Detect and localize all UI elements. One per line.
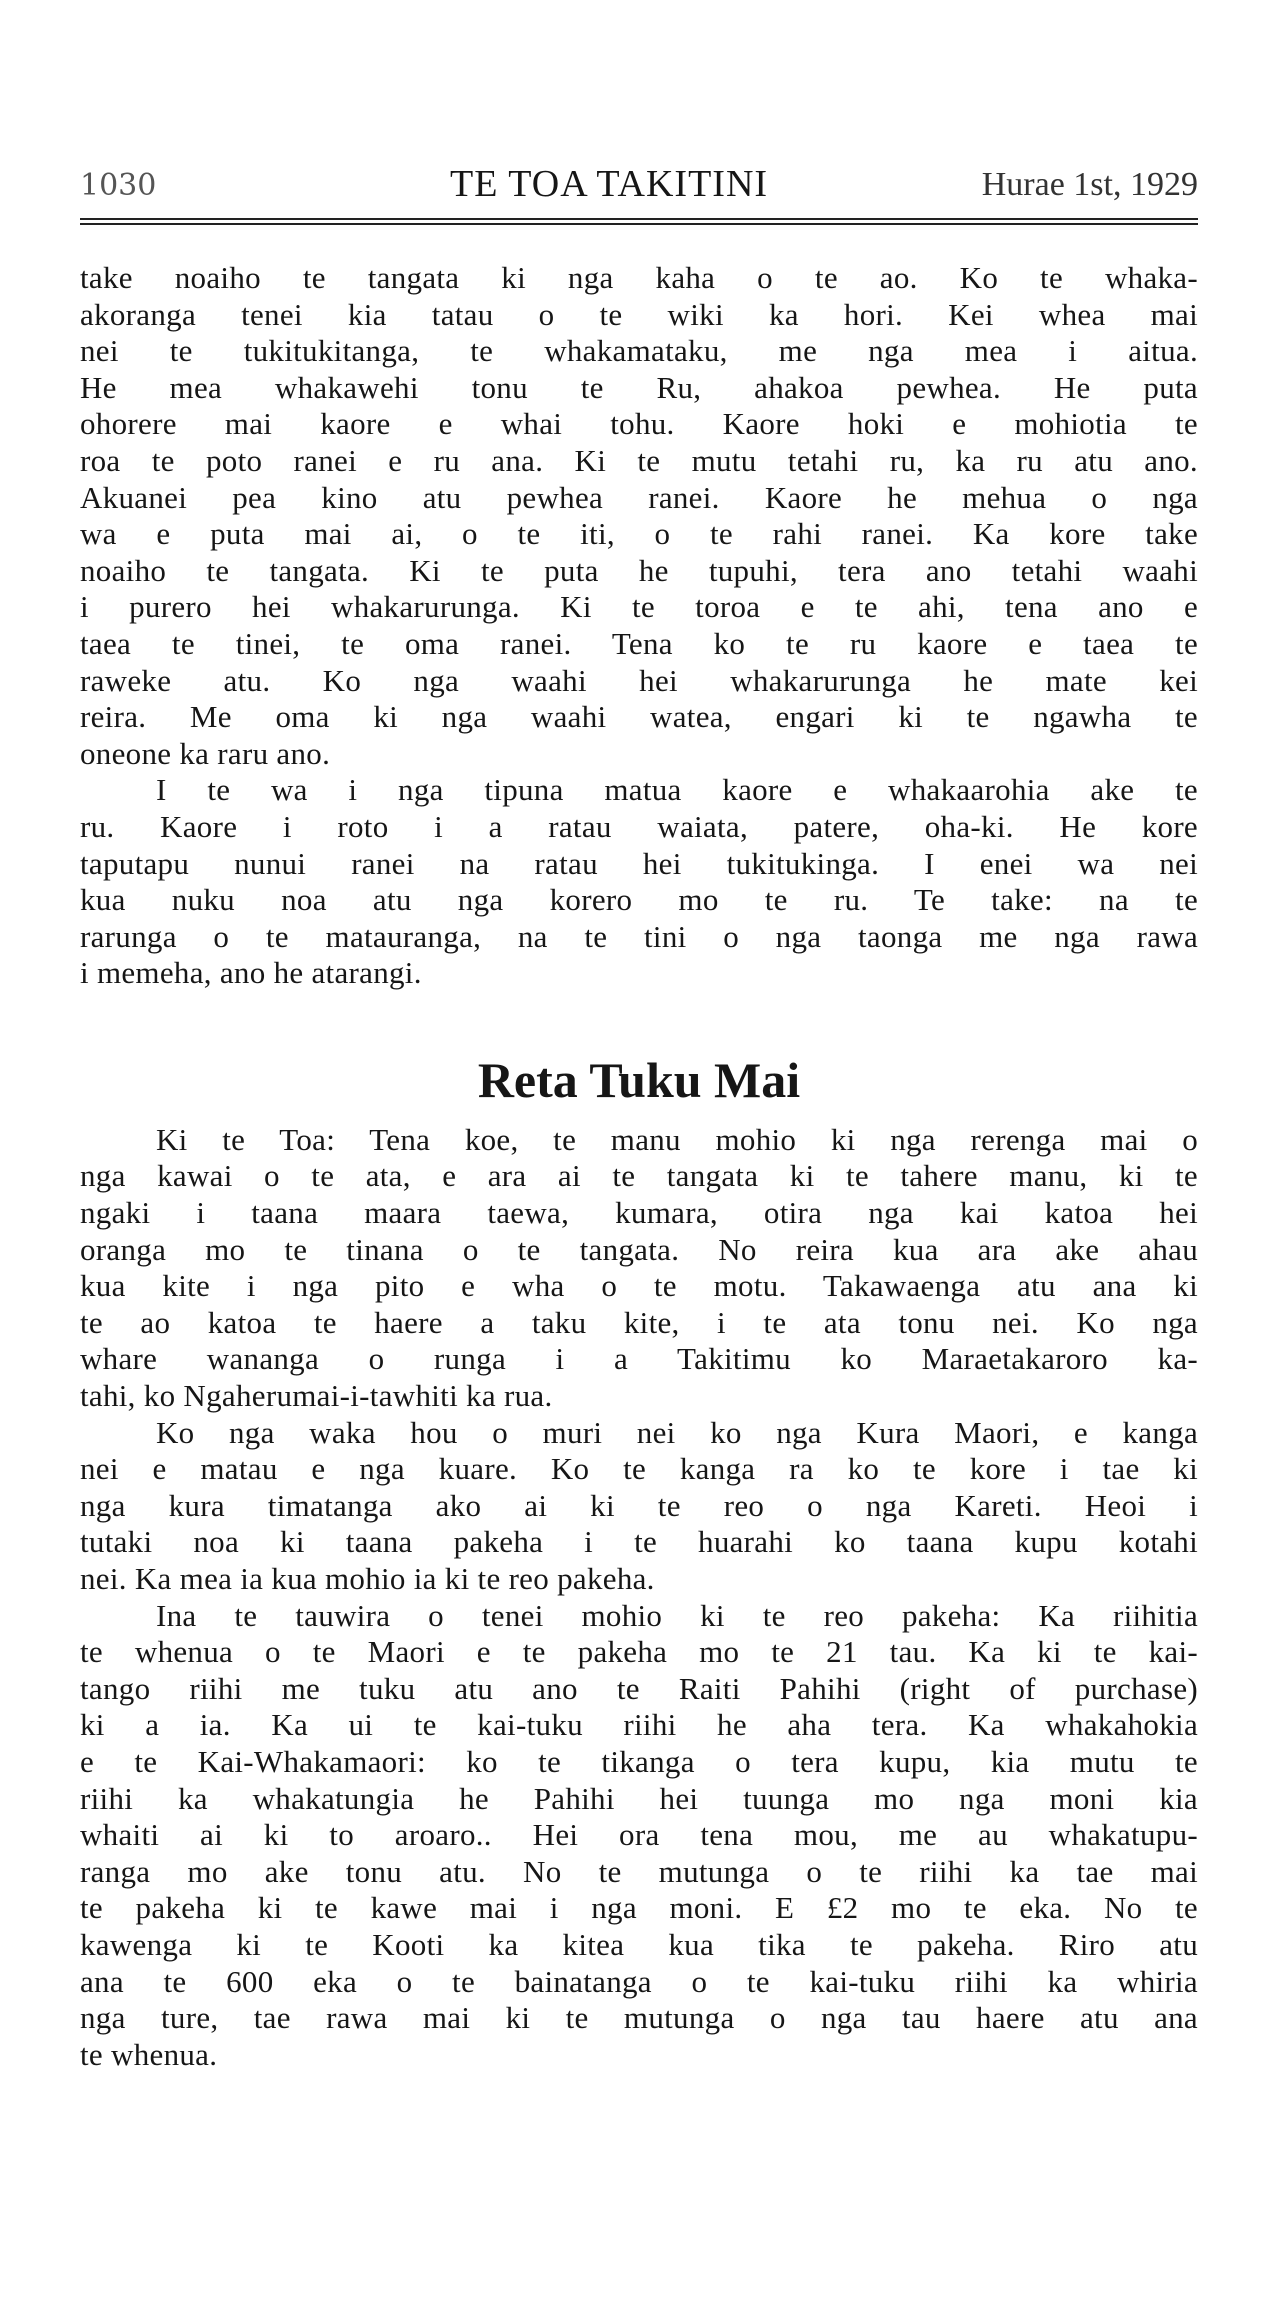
text-line: ki a ia. Ka ui te kai-tuku riihi he aha tera. Ka whakahokia	[80, 1707, 1198, 1743]
section-heading: Reta Tuku Mai	[477, 1051, 801, 1108]
text-line: tutaki noa ki taana pakeha i te huarahi ko taana kupu kotahi	[80, 1524, 1198, 1560]
paragraph	[80, 260, 1198, 772]
text-line: oneone ka raru ano.	[80, 735, 331, 771]
text-line: oranga mo te tinana o te tangata. No reira kua ara ake ahau	[80, 1231, 1198, 1267]
text-line: te ao katoa te haere a taku kite, i te ata tonu nei. Ko nga	[80, 1304, 1198, 1340]
journal-title: TE TOA TAKITINI	[450, 163, 769, 205]
text-line: te pakeha ki te kawe mai i nga moni. E £2 mo te eka. No te	[80, 1890, 1198, 1926]
page-number: 1030	[80, 168, 157, 203]
text-line: te whenua o te Maori e te pakeha mo te 21 tau. Ka ki te kai-	[80, 1634, 1198, 1670]
text-line: nei e matau e nga kuare. Ko te kanga ra ko te kore i tae ki	[80, 1451, 1198, 1487]
text-line: akoranga tenei kia tatau o te wiki ka hori. Kei whea mai	[80, 296, 1198, 332]
text-line: take noaiho te tangata ki nga kaha o te ao. Ko te whaka-	[80, 260, 1198, 295]
text-line: kua kite i nga pito e wha o te motu. Takawaenga atu ana ki	[80, 1268, 1198, 1304]
text-line: raweke atu. Ko nga waahi hei whakarurunga he mate kei	[80, 662, 1198, 698]
text-line: reira. Me oma ki nga waahi watea, engari ki te ngawha te	[80, 699, 1198, 735]
text-line: riihi ka whakatungia he Pahihi hei tuunga mo nga moni kia	[80, 1780, 1198, 1816]
paragraph	[80, 772, 1198, 992]
article-body	[80, 260, 1198, 2073]
text-line: Ki te Toa: Tena koe, te manu mohio ki nga rerenga mai o	[156, 1121, 1198, 1157]
issue-date: Hurae 1st, 1929	[981, 166, 1198, 203]
text-line: rarunga o te matauranga, na te tini o nga taonga me nga rawa	[80, 918, 1198, 954]
text-line: i purero hei whakarurunga. Ki te toroa e te ahi, tena ano e	[80, 589, 1198, 625]
text-line: nga kawai o te ata, e ara ai te tangata ki te tahere manu, ki te	[80, 1158, 1198, 1194]
text-line: roa te poto ranei e ru ana. Ki te mutu tetahi ru, ka ru atu ano.	[80, 442, 1198, 478]
text-line: tango riihi me tuku atu ano te Raiti Pahihi (right of purchase)	[80, 1670, 1198, 1706]
text-line: Ina te tauwira o tenei mohio ki te reo pakeha: Ka riihitia	[156, 1597, 1198, 1633]
text-line: whare wananga o runga i a Takitimu ko Maraetakaroro ka-	[80, 1341, 1198, 1377]
letter-section	[80, 1122, 1198, 2073]
text-line: kua nuku noa atu nga korero mo te ru. Te take: na te	[80, 882, 1198, 918]
text-line: He mea whakawehi tonu te Ru, ahakoa pewhea. He puta	[80, 369, 1198, 405]
text-line: i memeha, ano he atarangi.	[80, 955, 422, 991]
text-line: nei. Ka mea ia kua mohio ia ki te reo pakeha.	[80, 1561, 655, 1596]
text-line: wa e puta mai ai, o te iti, o te rahi ranei. Ka kore take	[80, 516, 1198, 552]
text-line: tahi, ko Ngaherumai-i-tawhiti ka rua.	[80, 1378, 553, 1414]
text-line: e te Kai-Whakamaori: ko te tikanga o tera kupu, kia mutu te	[80, 1743, 1198, 1779]
paragraph	[80, 1122, 1198, 1415]
text-line: Akuanei pea kino atu pewhea ranei. Kaore he mehua o nga	[80, 479, 1198, 515]
text-line: ranga mo ake tonu atu. No te mutunga o te riihi ka tae mai	[80, 1853, 1198, 1889]
header-rule	[80, 218, 1198, 220]
text-line: ngaki i taana maara taewa, kumara, otira nga kai katoa hei	[80, 1195, 1198, 1231]
text-line: nga ture, tae rawa mai ki te mutunga o nga tau haere atu ana	[80, 2000, 1198, 2036]
article-continuation	[80, 260, 1198, 992]
text-line: ru. Kaore i roto i a ratau waiata, patere, oha-ki. He kore	[80, 808, 1198, 844]
text-line: nga kura timatanga ako ai ki te reo o nga Kareti. Heoi i	[80, 1487, 1198, 1523]
paragraph	[80, 1598, 1198, 2074]
text-line: taputapu nunui ranei na ratau hei tukitukinga. I enei wa nei	[80, 845, 1198, 881]
text-line: kawenga ki te Kooti ka kitea kua tika te pakeha. Riro atu	[80, 1926, 1198, 1962]
text-line: noaiho te tangata. Ki te puta he tupuhi, tera ano tetahi waahi	[80, 552, 1198, 588]
paragraph	[80, 1415, 1198, 1598]
running-header	[80, 150, 1198, 205]
text-line: I te wa i nga tipuna matua kaore e whakaarohia ake te	[156, 772, 1198, 808]
text-line: nei te tukitukitanga, te whakamataku, me nga mea i aitua.	[80, 333, 1198, 369]
text-line: Ko nga waka hou o muri nei ko nga Kura Maori, e kanga	[156, 1414, 1198, 1450]
text-line: ohorere mai kaore e whai tohu. Kaore hoki e mohiotia te	[80, 406, 1198, 442]
text-line: ana te 600 eka o te bainatanga o te kai-tuku riihi ka whiria	[80, 1963, 1198, 1999]
document-page	[80, 150, 1198, 2072]
header-rule-double	[80, 223, 1198, 225]
text-line: taea te tinei, te oma ranei. Tena ko te ru kaore e taea te	[80, 625, 1198, 661]
text-line: whaiti ai ki to aroaro.. Hei ora tena mou, me au whakatupu-	[80, 1817, 1198, 1853]
text-line: te whenua.	[80, 2036, 218, 2072]
